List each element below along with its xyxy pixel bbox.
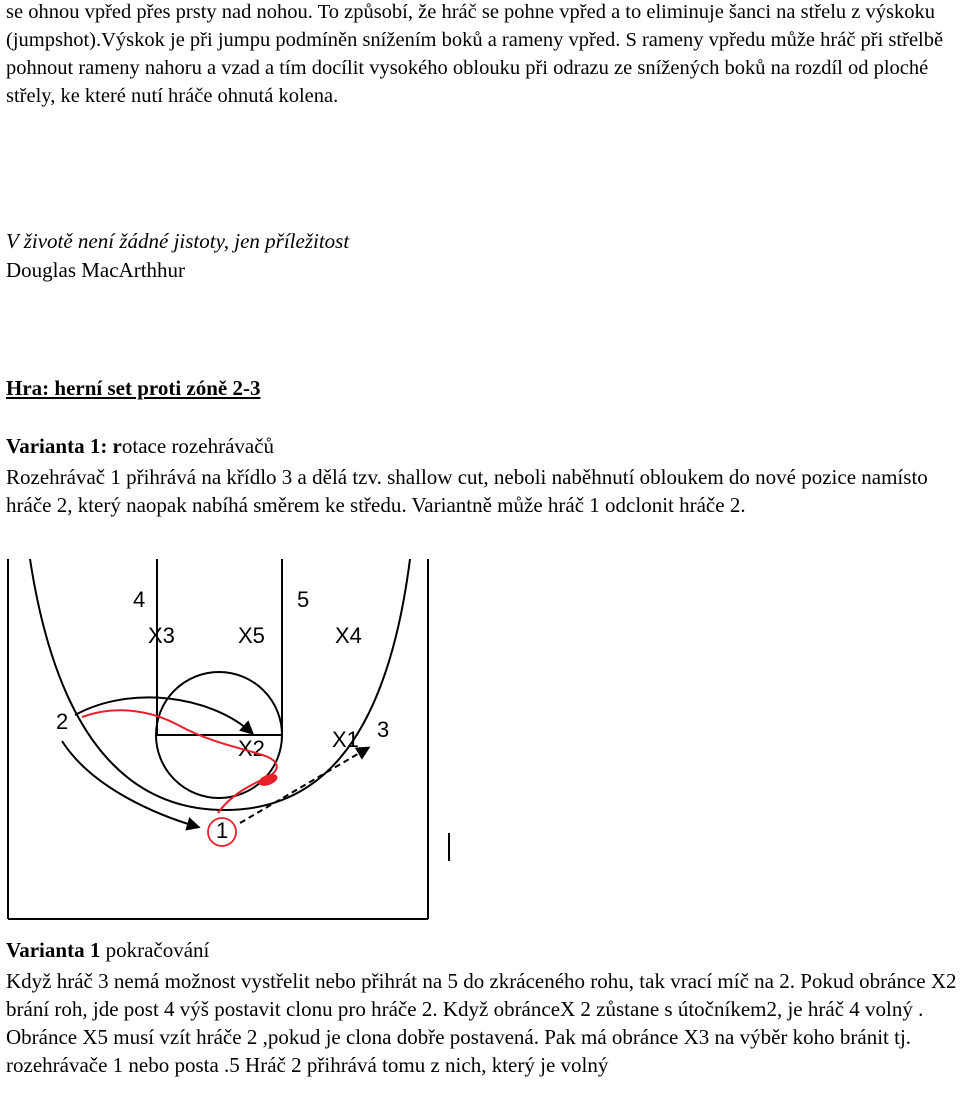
- play-diagram: [0, 555, 460, 925]
- intro-paragraph: se ohnou vpřed přes prsty nad nohou. To způsobí, že hráč se pohne vpřed a to eliminuje šanci na střelu z výskoku (jumpshot).Výskok je při jumpu podmíněn snížením boků a rameny vpřed. S rameny vpředu může hráč při střelbě pohnout rameny nahoru a vzad a tím docílit vysokého oblouku při odrazu ze snížených boků na rozdíl od ploché střely, ke které nutí hráče ohnutá kolena.: [6, 1, 944, 107]
- variant1-cont-body: Když hráč 3 nemá možnost vystřelit nebo přihrát na 5 do zkráceného rohu, tak vrací míč na 2. Pokud obránce X2 brání roh, jde post 4 výš postavit clonu pro hráče 2. Když obránceX 2 zůstane s útočníkem2, je hráč 4 volný . Obránce X5 musí vzít hráče 2 ,pokud je clona dobře postavená. Pak má obránce X3 na výběr koho bránit tj. rozehrávače 1 nebo posta .5 Hráč 2 přihrává tomu z nich, který je volný: [6, 969, 957, 1077]
- player-5-label: 5: [297, 587, 310, 612]
- defender-x5-label: X5: [238, 623, 265, 648]
- player-1-label: 1: [216, 818, 229, 843]
- player-2-label: 2: [56, 709, 69, 734]
- variant1-label-rest: otace rozehrávačů: [121, 434, 275, 458]
- variant1-cont-label-rest: pokračování: [100, 938, 210, 962]
- cut-route-player-2: [75, 697, 252, 733]
- defender-x1-label: X1: [332, 727, 359, 752]
- defender-x4-label: X4: [335, 623, 362, 648]
- defender-x3-label: X3: [148, 623, 175, 648]
- quote-author: Douglas MacArthhur: [6, 258, 186, 282]
- variant1-body: Rozehrávač 1 přihrává na křídlo 3 a dělá tzv. shallow cut, neboli naběhnutí obloukem do nové pozice namísto hráče 2, který naopak nabíhá směrem ke středu. Variantně může hráč 1 odclonit hráče 2.: [6, 465, 928, 517]
- three-point-arc: [30, 559, 410, 810]
- variant1-cont-heading: [6, 938, 209, 963]
- player-4-label: 4: [133, 587, 146, 612]
- quote-text: V životě není žádné jistoty, jen příležitost: [6, 229, 350, 253]
- variant1-cont-label-bold: Varianta 1: [6, 938, 101, 962]
- defender-x2-label: X2: [238, 736, 265, 761]
- variant1-label-bold: Varianta 1: r: [6, 434, 122, 458]
- play-title: Hra: herní set proti zóně 2-3: [6, 376, 261, 400]
- variant1-heading: [6, 434, 274, 459]
- route-2-to-1: [62, 741, 198, 827]
- player-3-label: 3: [377, 717, 390, 742]
